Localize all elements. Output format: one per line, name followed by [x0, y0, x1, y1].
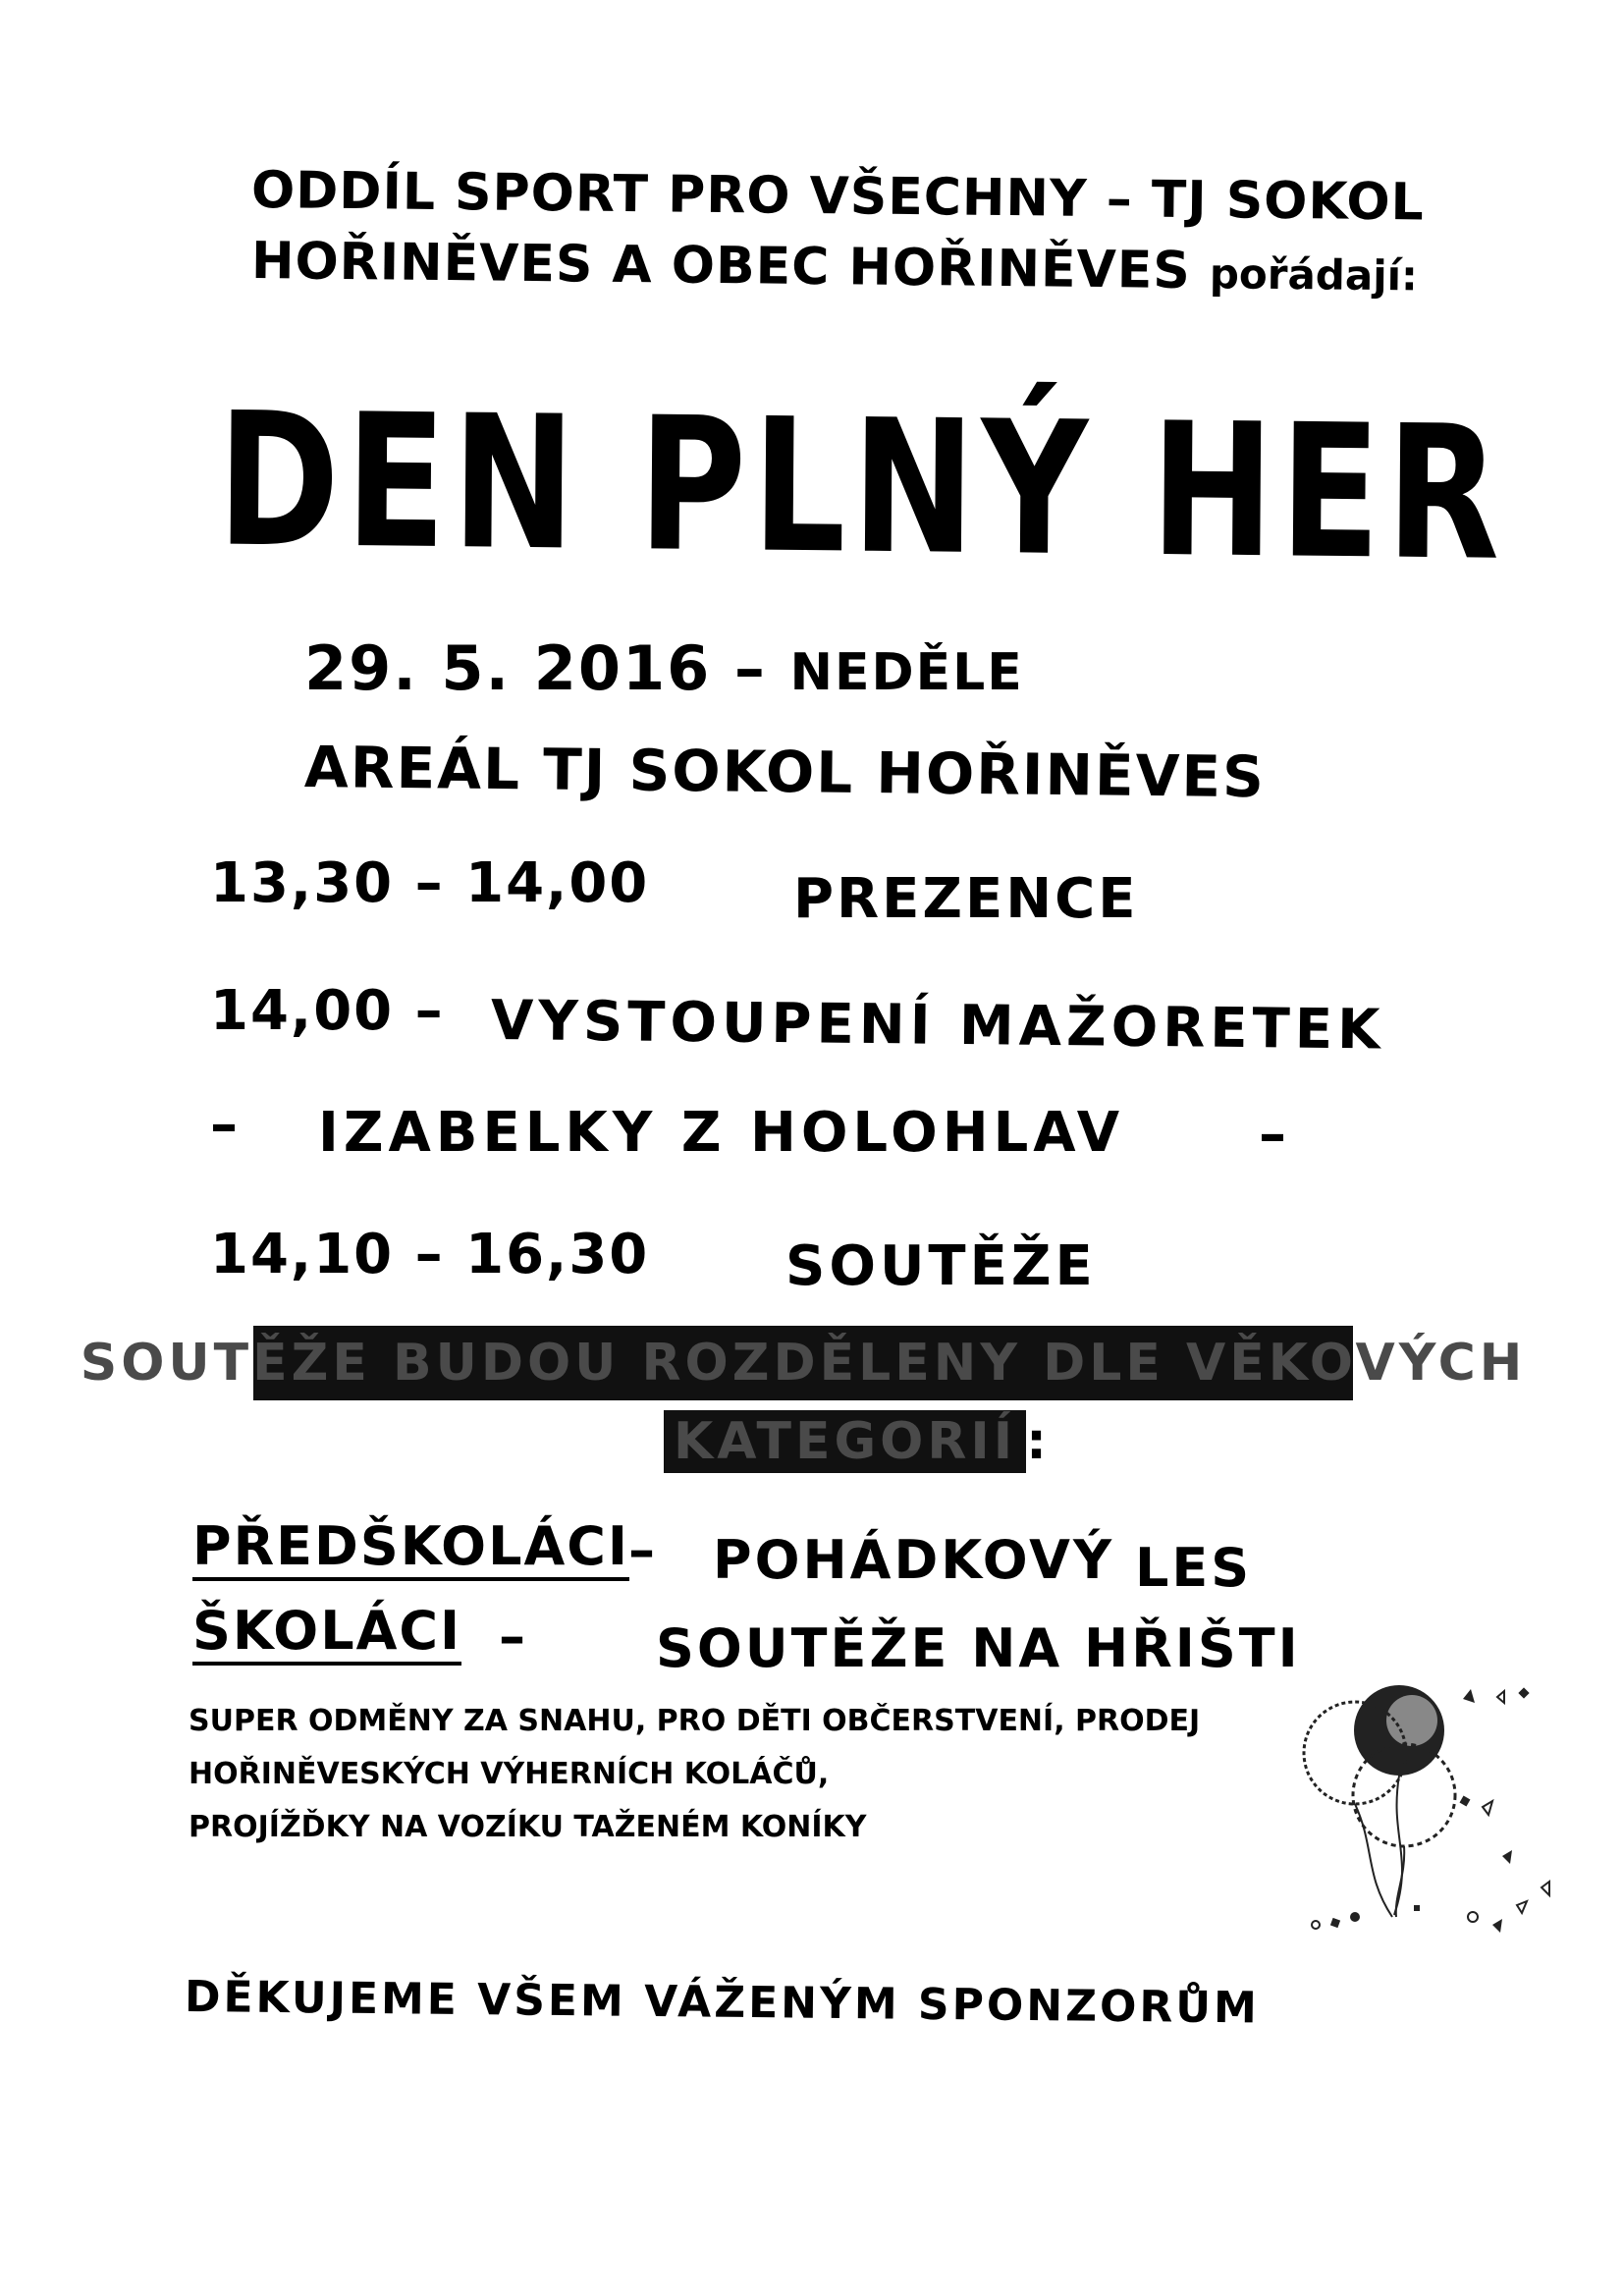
redacted-line-2-wrap: [664, 1410, 1047, 1473]
event-venue: AREÁL TJ SOKOL HOŘINĚVES: [303, 734, 1267, 811]
schedule-dash-right: –: [1259, 1103, 1286, 1167]
category-preschool: PŘEDŠKOLÁCI: [192, 1520, 629, 1581]
category-school-activity: SOUTĚŽE NA HŘIŠTI: [656, 1617, 1301, 1679]
sponsors-thanks: DĚKUJEME VŠEM VÁŽENÝM SPONZORŮM: [184, 1972, 1261, 2034]
schedule-label-4: SOUTĚŽE: [785, 1234, 1097, 1298]
organizer-line-2: [250, 232, 1419, 301]
category-preschool-dash: –: [628, 1519, 655, 1581]
schedule-label-3: IZABELKY Z HOLOHLAV: [318, 1101, 1125, 1165]
organizer-line-2-text: HOŘINĚVES A OBEC HOŘINĚVES: [250, 232, 1192, 301]
schedule-label-2: VYSTOUPENÍ MAŽORETEK: [490, 989, 1385, 1063]
schedule-time-1: 13,30 – 14,00: [210, 851, 650, 915]
category-school: ŠKOLÁCI: [192, 1605, 461, 1666]
schedule-label-1: PREZENCE: [793, 867, 1139, 931]
organizer-line-2-suffix: pořádají:: [1209, 249, 1419, 301]
redacted-line-2: KATEGORIÍ: [664, 1410, 1026, 1473]
extras-line-2: HOŘINĚVESKÝCH VÝHERNÍCH KOLÁČŮ,: [189, 1757, 830, 1791]
event-date: 29. 5. 2016 –: [304, 632, 767, 704]
organizer-line-1: ODDÍL SPORT PRO VŠECHNY – TJ SOKOL: [250, 161, 1426, 233]
balloons-icon: [1296, 1660, 1571, 1954]
schedule-dash-left: –: [210, 1093, 238, 1157]
extras-line-1: SUPER ODMĚNY ZA SNAHU, PRO DĚTI OBČERSTVENÍ, PRODEJ: [189, 1704, 1201, 1738]
event-weekday: NEDĚLE: [789, 643, 1024, 702]
category-preschool-activity: POHÁDKOVÝ: [713, 1529, 1115, 1591]
event-date-line: [304, 632, 1024, 704]
redacted-line-1: SOUTĚŽE BUDOU ROZDĚLENY DLE VĚKOVÝCH: [253, 1326, 1353, 1400]
category-school-dash: –: [499, 1606, 525, 1667]
category-preschool-activity-2: LES: [1135, 1537, 1253, 1599]
redacted-line-2-suffix: :: [1026, 1412, 1047, 1471]
extras-line-3: PROJÍŽĎKY NA VOZÍKU TAŽENÉM KONÍKY: [189, 1810, 867, 1844]
schedule-time-3: 14,10 – 16,30: [210, 1223, 650, 1286]
schedule-time-2: 14,00 –: [210, 979, 445, 1043]
event-title: DEN PLNÝ HER: [216, 374, 1507, 602]
